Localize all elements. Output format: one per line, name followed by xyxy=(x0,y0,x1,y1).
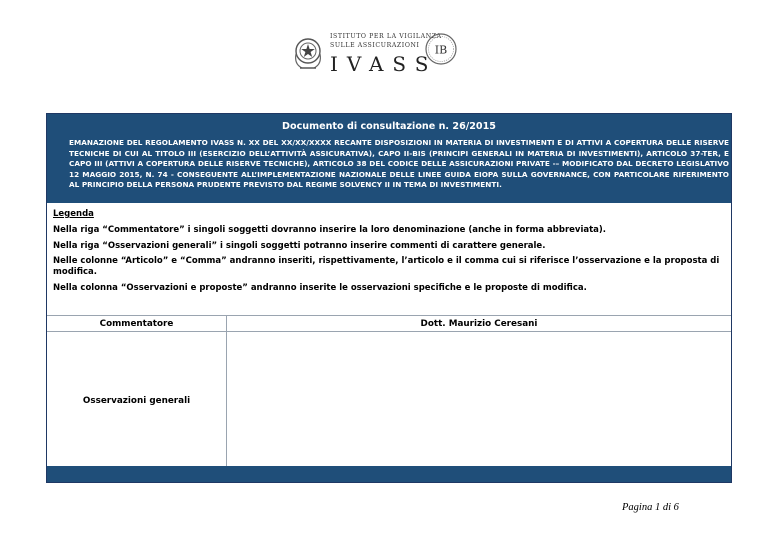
italian-emblem-icon xyxy=(292,34,324,72)
legend-item: Nella colonna “Osservazioni e proposte” andranno inserite le osservazioni specifiche e le proposte di modifica. xyxy=(53,282,587,293)
document-description: EMANAZIONE DEL REGOLAMENTO IVASS N. XX DEL XX/XX/XXXX RECANTE DISPOSIZIONI IN MATERIA DI INVESTIMENTI E DI ATTIVI A COPERTURA DELLE RISERVE TECNICHE DI CUI AL TITOLO III (ESERCIZIO DELL’ATTIVITÀ ASSICURATIVA), CAPO II-BIS (PRINCIPI GENERALI IN MATERIA DI INVESTIMENTI), ARTICOLO 37-TER, E CAPO III (ATTIVI A COPERTURA DELLE RISERVE TECNICHE), ARTICOLO 38 DEL CODICE DELLE ASSICURAZIONI PRIVATE -– MODIFICATO DAL DECRETO LEGISLATIVO 12 MAGGIO 2015, N. 74 - CONSEGUENTE ALL’IMPLEMENTAZIONE NAZIONALE DELLE LINEE GUIDA EIOPA SULLA GOVERNANCE, CON PARTICOLARE RIFERIMENTO AL PRINCIPIO DELLA PERSONA PRUDENTE PREVISTO DAL REGIME SOLVENCY II IN TEMA DI INVESTIMENTI. xyxy=(69,138,729,190)
ivass-logo xyxy=(292,30,472,76)
page-number: Pagina 1 di 6 xyxy=(622,502,679,513)
document-title: Documento di consultazione n. 26/2015 xyxy=(282,121,496,132)
title-band xyxy=(47,114,731,203)
commentatore-label: Commentatore xyxy=(99,319,174,329)
ib-seal-icon xyxy=(424,32,458,66)
commentatore-value[interactable]: Dott. Maurizio Ceresani xyxy=(420,319,538,329)
consultation-form xyxy=(46,113,732,483)
table-top-rule xyxy=(47,315,731,316)
bottom-band xyxy=(47,466,731,482)
org-name-line-2: SULLE ASSICURAZIONI xyxy=(330,42,420,49)
legend-item: Nella riga “Commentatore” i singoli soggetti dovranno inserire la loro denominazione (anche in forma abbreviata). xyxy=(53,224,607,235)
seal-letters: IB xyxy=(434,43,448,57)
legend-heading: Legenda xyxy=(53,209,94,219)
legend-item: Nelle colonne “Articolo” e “Comma” andranno inseriti, rispettivamente, l’articolo e il comma cui si riferisce l’osservazione e la proposta di modifica. xyxy=(53,256,720,278)
legend-item: Nella riga “Osservazioni generali” i singoli soggetti potranno inserire commenti di carattere generale. xyxy=(53,240,546,251)
osservazioni-generali-label: Osservazioni generali xyxy=(82,396,191,406)
osservazioni-generali-field[interactable] xyxy=(227,332,731,466)
org-name-line-1: ISTITUTO PER LA VIGILANZA xyxy=(330,33,442,40)
brand-wordmark: IVASS xyxy=(330,52,438,76)
legend-section xyxy=(53,209,723,299)
